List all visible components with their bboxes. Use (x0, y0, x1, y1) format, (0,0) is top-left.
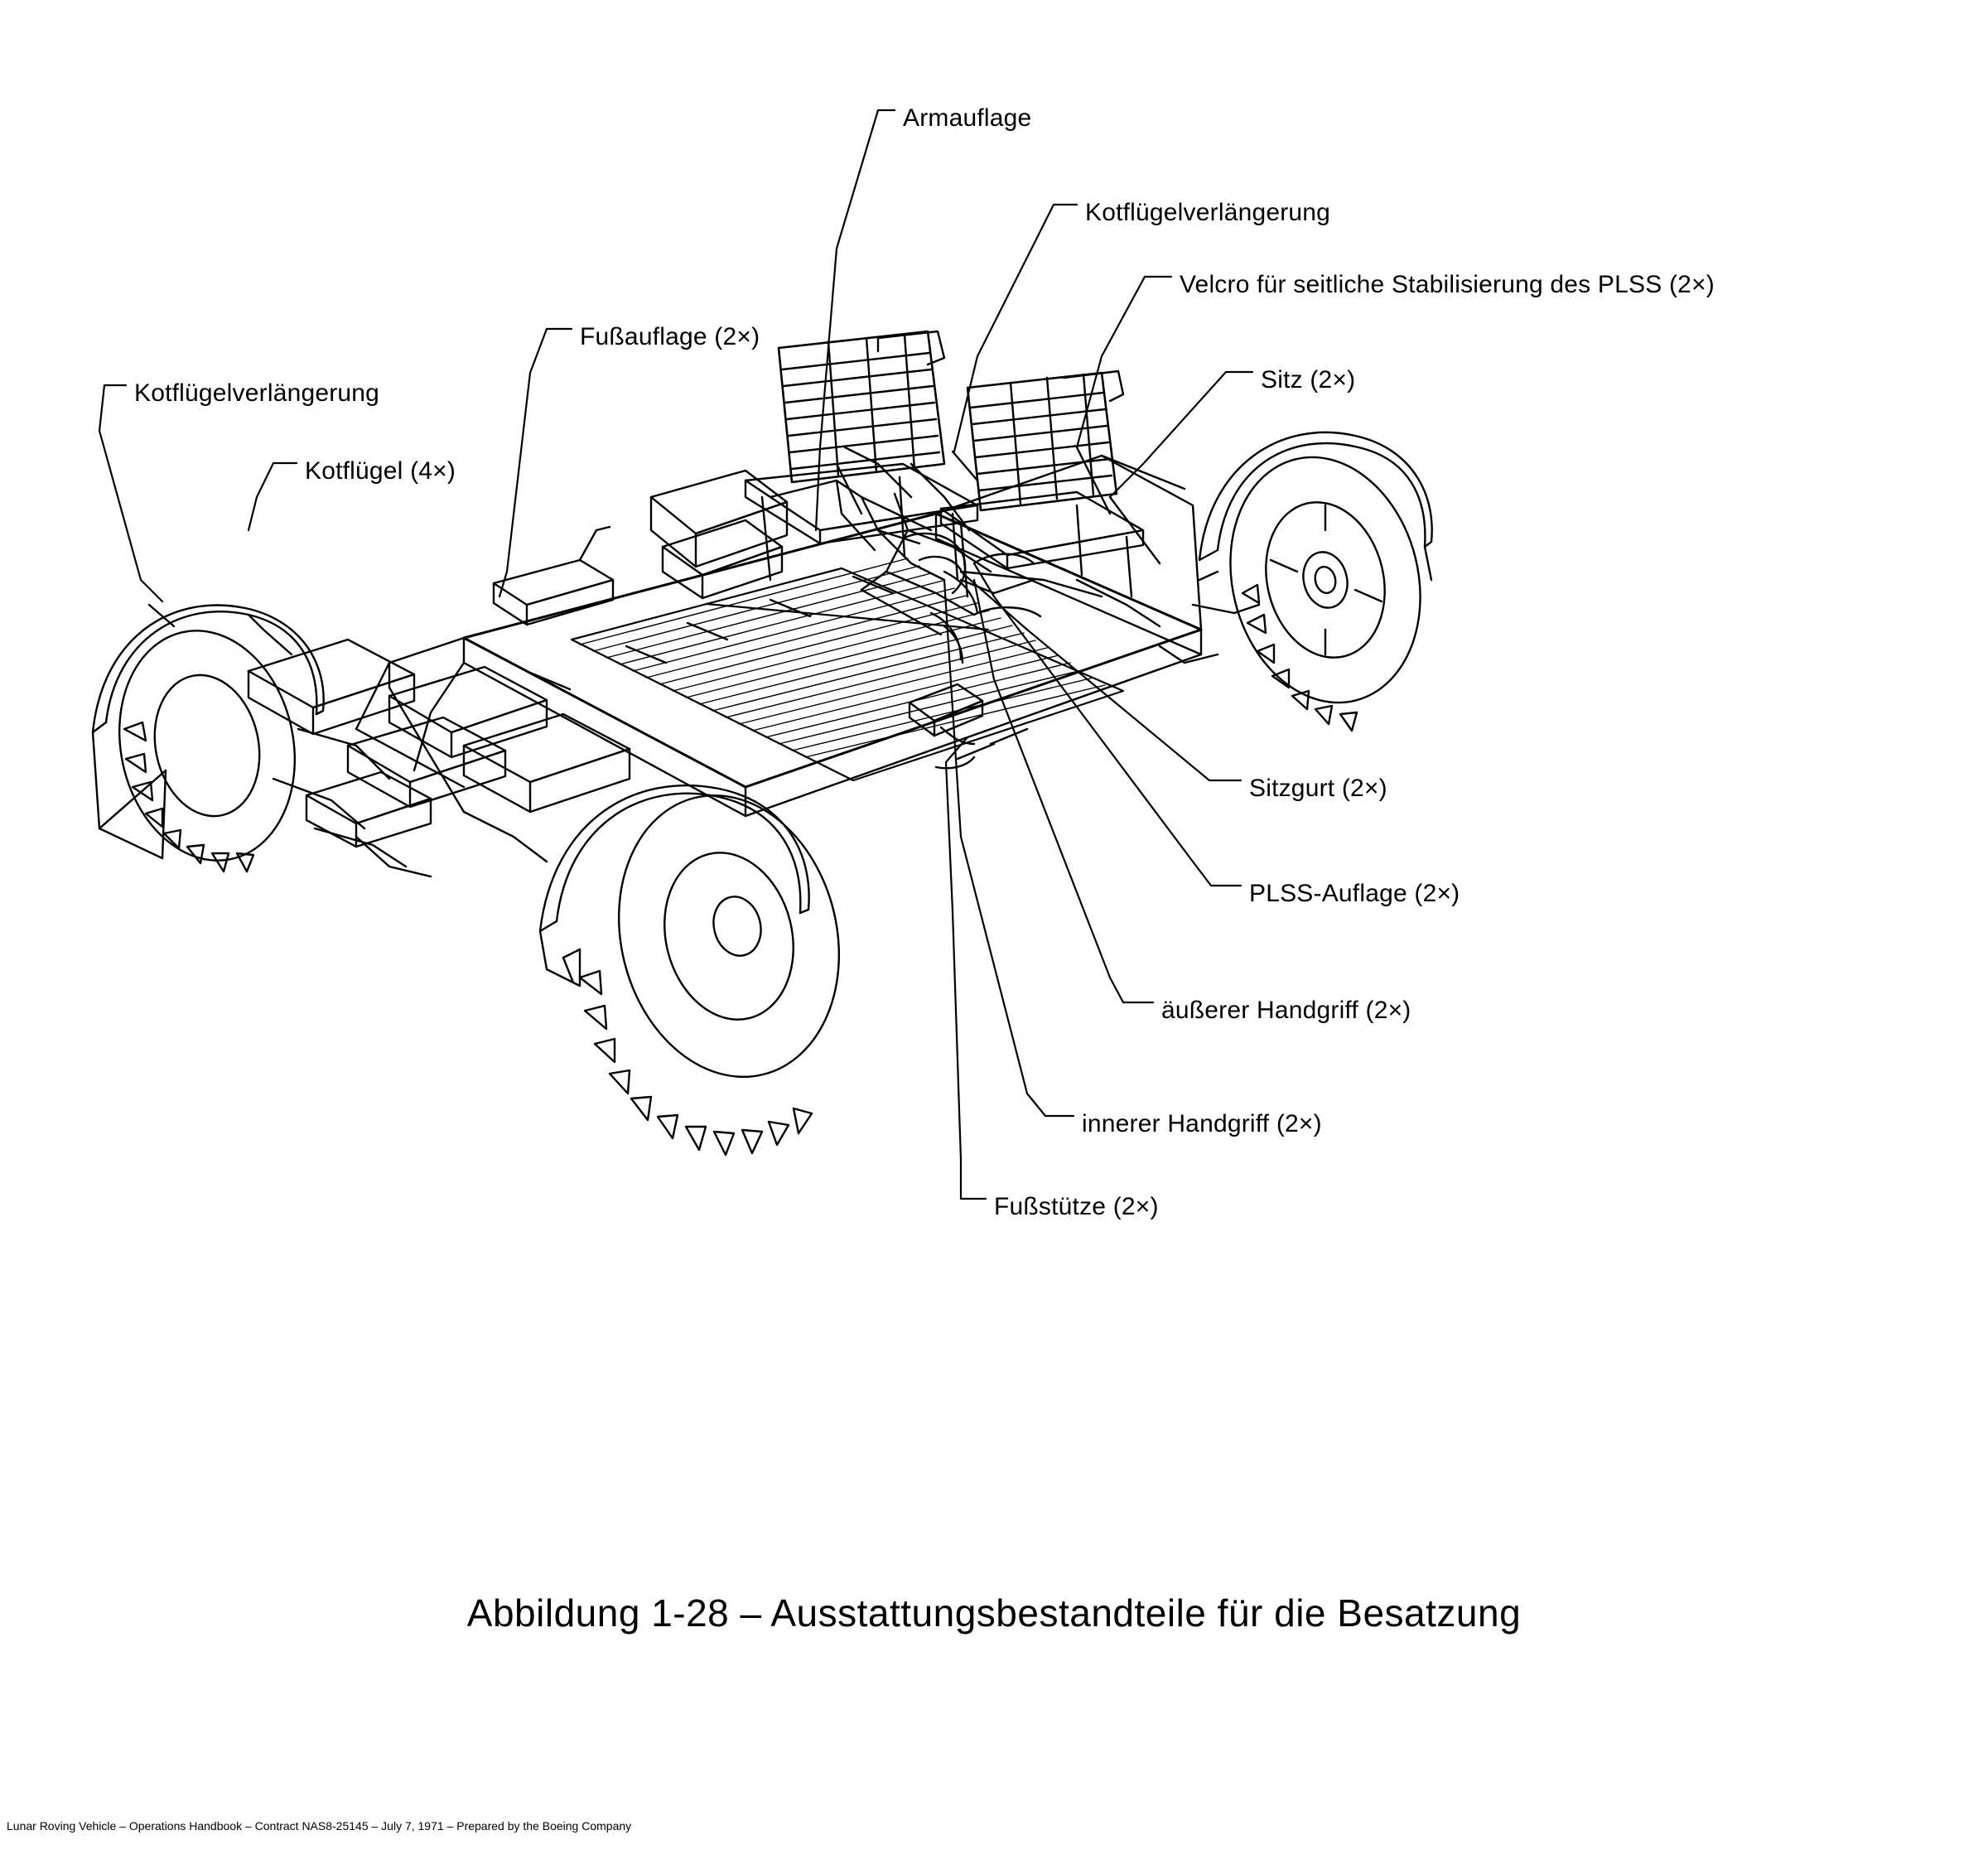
callout-label-fussauflage: Fußauflage (2×) (580, 323, 760, 350)
callout-label-sitzgurt: Sitzgurt (2×) (1249, 775, 1387, 802)
rear-right-wheel (540, 772, 868, 1155)
front-wheel (1199, 432, 1445, 731)
callout-label-aeusserer-handgriff: äußerer Handgriff (2×) (1161, 997, 1411, 1024)
armrest-center-structure (770, 480, 991, 635)
callout-label-sitz: Sitz (2×) (1261, 366, 1356, 394)
figure-caption: Abbildung 1-28 – Ausstattungsbestandteile für die Besatzung (466, 1591, 1522, 1635)
callout-label-kotfluegelverlaengerung-rechts: Kotflügelverlängerung (1085, 199, 1331, 226)
callout-label-armauflage: Armauflage (903, 104, 1032, 132)
callout-label-plss-auflage: PLSS-Auflage (2×) (1249, 880, 1460, 907)
floor-panel-seam (572, 568, 1123, 780)
callout-label-kotfluegelverlaengerung-links: Kotflügelverlängerung (134, 379, 380, 407)
callout-label-fussstuetze: Fußstütze (2×) (994, 1193, 1159, 1220)
equipment-boxes (248, 640, 630, 847)
callout-leader-lines (99, 110, 1252, 1199)
chassis-frame (356, 456, 1201, 816)
callout-label-innerer-handgriff: innerer Handgriff (2×) (1082, 1110, 1322, 1137)
footrests (494, 527, 982, 744)
callout-label-velcro-plss: Velcro für seitliche Stabilisierung des PLSS (2×) (1180, 271, 1715, 298)
document-footer: Lunar Roving Vehicle – Operations Handbook – Contract NAS8-25145 – July 7, 1971 – Prepared by the Boeing Company (7, 1819, 632, 1833)
seat-right (941, 371, 1143, 596)
rear-left-wheel (93, 605, 324, 877)
floor-panel-ribbing (580, 558, 1105, 757)
callout-label-kotfluegel: Kotflügel (4×) (305, 457, 456, 485)
